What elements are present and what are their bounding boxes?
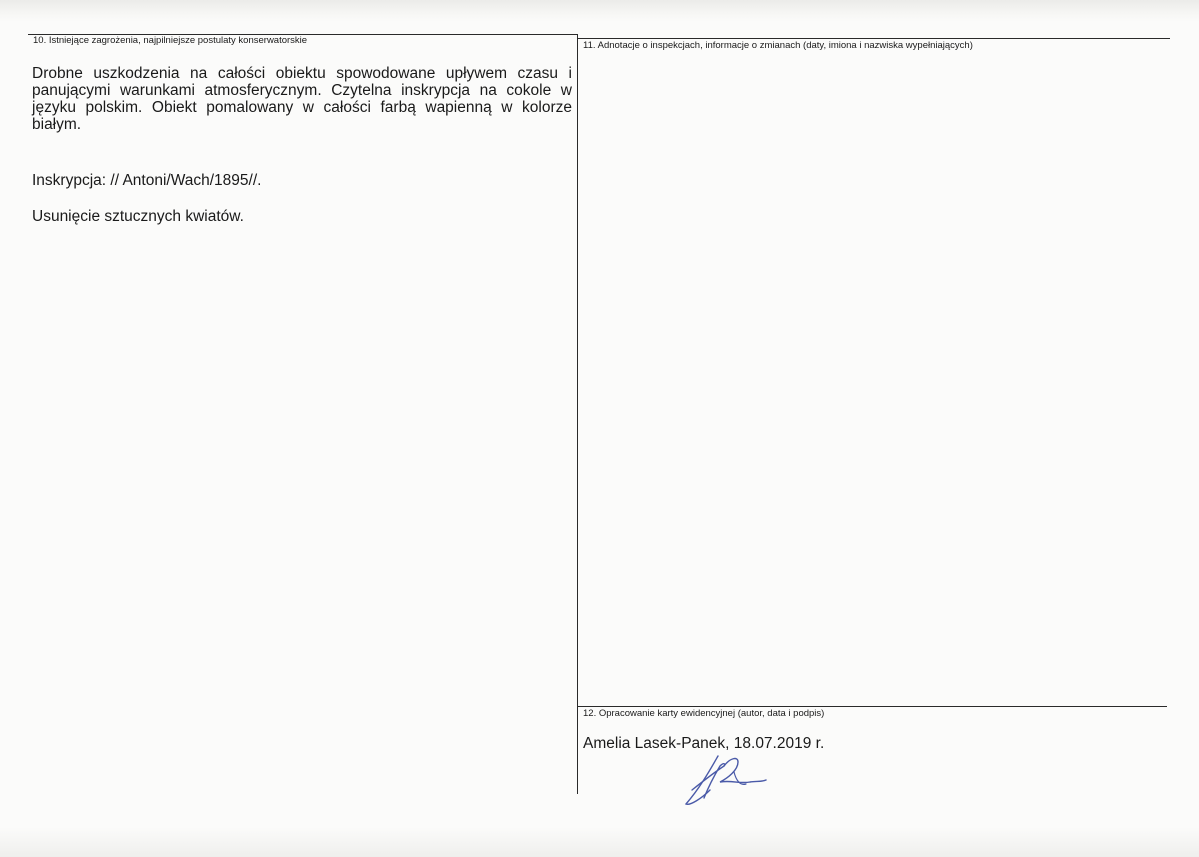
column-divider [577,34,578,794]
scan-edge-top [0,0,1199,22]
section-12-label: 12. Opracowanie karty ewidencyjnej (autor, data i podpis) [583,708,825,719]
author-and-date: Amelia Lasek-Panek, 18.07.2019 r. [583,735,825,752]
removal-text: Usunięcie sztucznych kwiatów. [32,208,244,225]
section-10-description: Drobne uszkodzenia na całości obiektu spowodowane upływem czasu i panującymi warunkami atmosferycznym. Czytelna inskrypcja na cokole w języku polskim. Obiekt pomalowany w całości farbą wapienną w kolorze białym. [32,65,572,133]
handwritten-signature-icon [680,752,770,817]
section-11-label: 11. Adnotacje o inspekcjach, informacje o zmianach (daty, imiona i nazwiska wypełniających) [583,40,973,51]
section-10-label: 10. Istniejące zagrożenia, najpilniejsze postulaty konserwatorskie [33,35,308,46]
section-12-top-rule [577,706,1167,707]
section-11-top-rule [577,38,1170,39]
scan-edge-bottom [0,827,1199,857]
inscription-text: Inskrypcja: // Antoni/Wach/1895//. [32,172,262,189]
